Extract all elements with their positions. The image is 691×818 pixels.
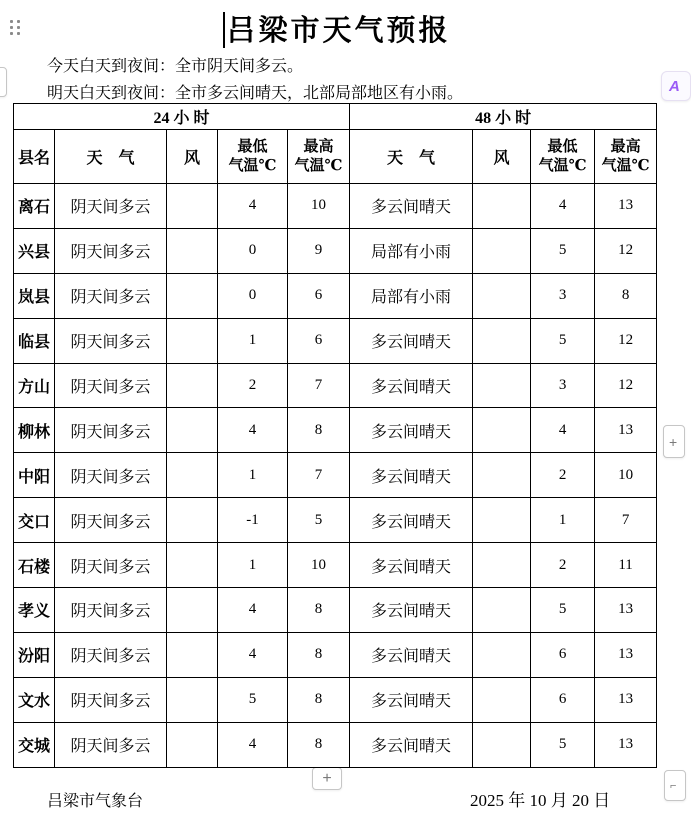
add-row-button[interactable] [312, 767, 342, 790]
high-temp-48h-cell[interactable]: 12 [595, 228, 657, 273]
table-row [14, 363, 657, 408]
table-row [14, 318, 657, 363]
county-cell[interactable]: 中阳 [14, 453, 55, 498]
weather-24h-cell[interactable]: 阴天间多云 [55, 722, 167, 767]
low-temp-24h-cell[interactable]: 4 [218, 722, 288, 767]
header-high-line2: 气温℃ [294, 157, 343, 174]
low-temp-48h-cell[interactable]: 3 [531, 273, 595, 318]
wind-24h-cell[interactable] [167, 363, 218, 408]
county-cell[interactable]: 方山 [14, 363, 55, 408]
wind-24h-cell[interactable] [167, 543, 218, 588]
low-temp-24h-cell[interactable]: 4 [218, 184, 288, 229]
high-temp-24h-cell[interactable]: 7 [288, 363, 350, 408]
table-row [14, 408, 657, 453]
header-high-line1: 最高 [303, 138, 334, 155]
high-temp-24h-cell[interactable]: 8 [288, 632, 350, 677]
high-temp-48h-cell[interactable]: 13 [595, 677, 657, 722]
weather-24h-cell[interactable]: 阴天间多云 [55, 543, 167, 588]
right-panel-toggle-button[interactable] [663, 425, 685, 458]
high-temp-48h-cell[interactable]: 8 [595, 273, 657, 318]
weather-24h-cell[interactable]: 阴天间多云 [55, 184, 167, 229]
header-weather-48h[interactable]: 天 气 [350, 130, 473, 184]
county-cell[interactable]: 汾阳 [14, 632, 55, 677]
high-temp-48h-cell[interactable]: 10 [595, 453, 657, 498]
weather-48h-cell[interactable]: 多云间晴天 [350, 588, 473, 633]
wind-48h-cell[interactable] [473, 588, 531, 633]
weather-24h-cell[interactable]: 阴天间多云 [55, 453, 167, 498]
wind-24h-cell[interactable] [167, 632, 218, 677]
header-high-temp-48h[interactable] [595, 130, 657, 184]
wind-48h-cell[interactable] [473, 184, 531, 229]
weather-48h-cell[interactable]: 局部有小雨 [350, 273, 473, 318]
table-row [14, 588, 657, 633]
county-cell[interactable]: 岚县 [14, 273, 55, 318]
header-high-line1: 最高 [610, 138, 641, 155]
weather-48h-cell[interactable]: 多云间晴天 [350, 408, 473, 453]
weather-48h-cell[interactable]: 多云间晴天 [350, 318, 473, 363]
forecast-table [13, 103, 657, 768]
weather-48h-cell[interactable]: 多云间晴天 [350, 498, 473, 543]
weather-24h-cell[interactable]: 阴天间多云 [55, 363, 167, 408]
weather-24h-cell[interactable]: 阴天间多云 [55, 498, 167, 543]
weather-48h-cell[interactable]: 多云间晴天 [350, 453, 473, 498]
low-temp-24h-cell[interactable]: 4 [218, 588, 288, 633]
low-temp-48h-cell[interactable]: 5 [531, 588, 595, 633]
table-row [14, 498, 657, 543]
wind-24h-cell[interactable] [167, 722, 218, 767]
high-temp-24h-cell[interactable]: 5 [288, 498, 350, 543]
header-group-24h[interactable]: 24 小 时 [14, 104, 350, 130]
county-cell[interactable]: 交城 [14, 722, 55, 767]
table-row [14, 632, 657, 677]
weather-24h-cell[interactable]: 阴天间多云 [55, 228, 167, 273]
footer-date[interactable]: 2025 年 10 月 20 日 [470, 791, 611, 810]
low-temp-24h-cell[interactable]: 5 [218, 677, 288, 722]
high-temp-24h-cell[interactable]: 10 [288, 184, 350, 229]
header-low-temp-48h[interactable] [531, 130, 595, 184]
plus-icon: + [669, 433, 678, 450]
bottom-right-partial-button[interactable] [664, 770, 686, 801]
wind-24h-cell[interactable] [167, 228, 218, 273]
header-wind-24h[interactable]: 风 [167, 130, 218, 184]
low-temp-48h-cell[interactable]: 1 [531, 498, 595, 543]
high-temp-48h-cell[interactable]: 7 [595, 498, 657, 543]
left-edge-partial-button[interactable] [0, 67, 7, 97]
county-cell[interactable]: 临县 [14, 318, 55, 363]
low-temp-24h-cell[interactable]: 4 [218, 408, 288, 453]
weather-48h-cell[interactable]: 多云间晴天 [350, 722, 473, 767]
low-temp-48h-cell[interactable]: 4 [531, 184, 595, 229]
county-cell[interactable]: 石楼 [14, 543, 55, 588]
low-temp-48h-cell[interactable]: 5 [531, 722, 595, 767]
wind-24h-cell[interactable] [167, 184, 218, 229]
table-row [14, 228, 657, 273]
intro-paragraphs[interactable] [47, 53, 463, 107]
high-temp-48h-cell[interactable]: 13 [595, 184, 657, 229]
county-cell[interactable]: 孝义 [14, 588, 55, 633]
weather-24h-cell[interactable]: 阴天间多云 [55, 588, 167, 633]
header-group-48h[interactable]: 48 小 时 [350, 104, 657, 130]
high-temp-48h-cell[interactable]: 13 [595, 632, 657, 677]
high-temp-24h-cell[interactable]: 8 [288, 722, 350, 767]
high-temp-24h-cell[interactable]: 8 [288, 408, 350, 453]
low-temp-24h-cell[interactable]: 1 [218, 453, 288, 498]
low-temp-24h-cell[interactable]: 0 [218, 228, 288, 273]
high-temp-24h-cell[interactable]: 8 [288, 588, 350, 633]
page-title[interactable]: 吕梁市天气预报 [226, 15, 451, 47]
low-temp-48h-cell[interactable]: 6 [531, 632, 595, 677]
county-cell[interactable]: 兴县 [14, 228, 55, 273]
header-low-line1: 最低 [547, 138, 578, 155]
header-high-temp-24h[interactable] [288, 130, 350, 184]
intro-line-today[interactable]: 今天白天到夜间：全市阴天间多云。 [47, 58, 304, 75]
wind-48h-cell[interactable] [473, 363, 531, 408]
partial-glyph-icon: ⌐ [670, 779, 677, 792]
header-low-line1: 最低 [237, 138, 268, 155]
low-temp-24h-cell[interactable]: 1 [218, 318, 288, 363]
wind-48h-cell[interactable] [473, 677, 531, 722]
low-temp-48h-cell[interactable]: 5 [531, 228, 595, 273]
low-temp-48h-cell[interactable]: 2 [531, 543, 595, 588]
weather-24h-cell[interactable]: 阴天间多云 [55, 273, 167, 318]
table-row [14, 722, 657, 767]
low-temp-24h-cell[interactable]: 1 [218, 543, 288, 588]
table-row [14, 543, 657, 588]
high-temp-48h-cell[interactable]: 13 [595, 408, 657, 453]
header-low-line2: 气温℃ [228, 157, 277, 174]
wind-48h-cell[interactable] [473, 273, 531, 318]
ai-assistant-button[interactable] [661, 71, 691, 101]
wind-24h-cell[interactable] [167, 318, 218, 363]
low-temp-48h-cell[interactable]: 6 [531, 677, 595, 722]
county-cell[interactable]: 离石 [14, 184, 55, 229]
wind-24h-cell[interactable] [167, 453, 218, 498]
ai-icon: A [669, 77, 680, 95]
table-row [14, 677, 657, 722]
high-temp-24h-cell[interactable]: 6 [288, 273, 350, 318]
wind-48h-cell[interactable] [473, 318, 531, 363]
high-temp-24h-cell[interactable]: 8 [288, 677, 350, 722]
wind-48h-cell[interactable] [473, 408, 531, 453]
header-county[interactable]: 县名 [14, 130, 55, 184]
wind-48h-cell[interactable] [473, 722, 531, 767]
table-row [14, 184, 657, 229]
weather-48h-cell[interactable]: 局部有小雨 [350, 228, 473, 273]
weather-48h-cell[interactable]: 多云间晴天 [350, 543, 473, 588]
header-wind-48h[interactable]: 风 [473, 130, 531, 184]
weather-24h-cell[interactable]: 阴天间多云 [55, 408, 167, 453]
wind-24h-cell[interactable] [167, 588, 218, 633]
wind-24h-cell[interactable] [167, 408, 218, 453]
wind-24h-cell[interactable] [167, 498, 218, 543]
low-temp-48h-cell[interactable]: 3 [531, 363, 595, 408]
header-low-line2: 气温℃ [538, 157, 587, 174]
high-temp-24h-cell[interactable]: 7 [288, 453, 350, 498]
weather-48h-cell[interactable]: 多云间晴天 [350, 363, 473, 408]
low-temp-48h-cell[interactable]: 4 [531, 408, 595, 453]
high-temp-24h-cell[interactable]: 9 [288, 228, 350, 273]
wind-48h-cell[interactable] [473, 453, 531, 498]
wind-24h-cell[interactable] [167, 677, 218, 722]
county-cell[interactable]: 文水 [14, 677, 55, 722]
weather-24h-cell[interactable]: 阴天间多云 [55, 632, 167, 677]
high-temp-48h-cell[interactable]: 13 [595, 588, 657, 633]
wind-48h-cell[interactable] [473, 543, 531, 588]
wind-24h-cell[interactable] [167, 273, 218, 318]
text-cursor [223, 12, 225, 48]
county-cell[interactable]: 交口 [14, 498, 55, 543]
low-temp-24h-cell[interactable]: 4 [218, 632, 288, 677]
header-low-temp-24h[interactable] [218, 130, 288, 184]
weather-48h-cell[interactable]: 多云间晴天 [350, 184, 473, 229]
high-temp-48h-cell[interactable]: 13 [595, 722, 657, 767]
header-high-line2: 气温℃ [601, 157, 650, 174]
low-temp-24h-cell[interactable]: 0 [218, 273, 288, 318]
wind-48h-cell[interactable] [473, 228, 531, 273]
high-temp-24h-cell[interactable]: 6 [288, 318, 350, 363]
high-temp-48h-cell[interactable]: 11 [595, 543, 657, 588]
plus-icon: + [322, 769, 332, 787]
footer-station[interactable]: 吕梁市气象台 [47, 793, 144, 810]
low-temp-24h-cell[interactable]: -1 [218, 498, 288, 543]
header-weather-24h[interactable]: 天 气 [55, 130, 167, 184]
table-row [14, 453, 657, 498]
table-row [14, 273, 657, 318]
county-cell[interactable]: 柳林 [14, 408, 55, 453]
title-row [0, 8, 674, 49]
weather-48h-cell[interactable]: 多云间晴天 [350, 632, 473, 677]
weather-24h-cell[interactable]: 阴天间多云 [55, 318, 167, 363]
high-temp-48h-cell[interactable]: 12 [595, 318, 657, 363]
forecast-table-body [14, 184, 657, 768]
weather-24h-cell[interactable]: 阴天间多云 [55, 677, 167, 722]
low-temp-48h-cell[interactable]: 2 [531, 453, 595, 498]
wind-48h-cell[interactable] [473, 498, 531, 543]
high-temp-24h-cell[interactable]: 10 [288, 543, 350, 588]
wind-48h-cell[interactable] [473, 632, 531, 677]
low-temp-48h-cell[interactable]: 5 [531, 318, 595, 363]
low-temp-24h-cell[interactable]: 2 [218, 363, 288, 408]
weather-48h-cell[interactable]: 多云间晴天 [350, 677, 473, 722]
high-temp-48h-cell[interactable]: 12 [595, 363, 657, 408]
intro-line-tomorrow[interactable]: 明天白天到夜间：全市多云间晴天，北部局部地区有小雨。 [47, 85, 464, 102]
